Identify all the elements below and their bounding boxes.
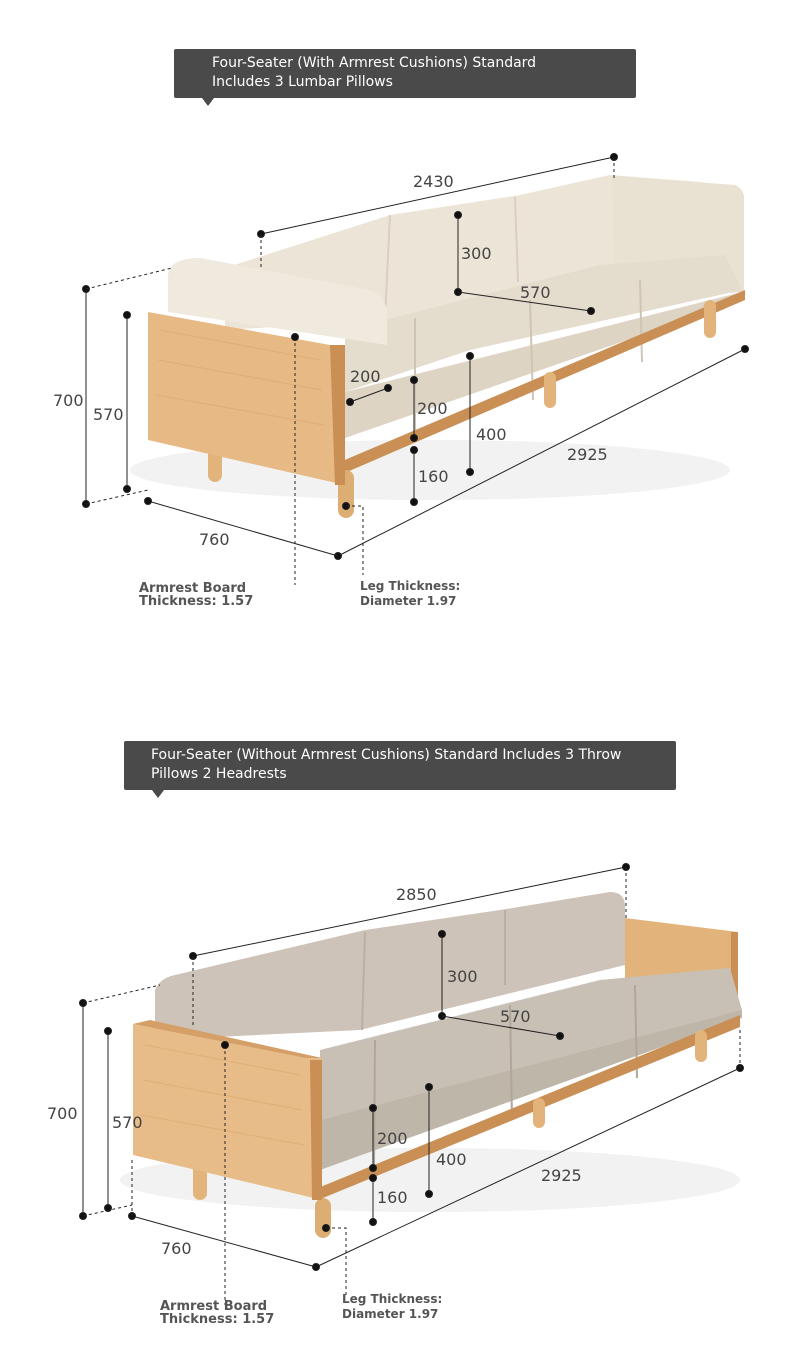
note-leg-2: Diameter 1.97 xyxy=(360,594,457,608)
dim-back-height: 300 xyxy=(447,967,478,986)
dim-total-height: 700 xyxy=(53,391,84,410)
dim-armrest-width: 200 xyxy=(350,367,381,386)
note-leg-1: Leg Thickness: xyxy=(360,579,461,593)
leg-middle xyxy=(544,372,556,408)
dim-total-depth: 760 xyxy=(161,1239,192,1258)
dim-seat-cushion: 200 xyxy=(377,1129,408,1148)
leg-back-right xyxy=(695,1030,707,1062)
dim-back-height: 300 xyxy=(461,244,492,263)
dim-seat-depth: 570 xyxy=(500,1007,531,1026)
dim-arm-height: 570 xyxy=(93,405,124,424)
banner-with-armrest-cushions xyxy=(174,49,636,98)
leg-back-right xyxy=(704,300,716,338)
note-armrest-board-2: Thickness: 1.57 xyxy=(139,594,254,609)
note-armrest-board-1: Armrest Board xyxy=(160,1299,268,1314)
note-armrest-board-1: Armrest Board xyxy=(139,581,247,596)
dim-seat-height: 400 xyxy=(476,425,507,444)
dim-total-depth: 760 xyxy=(199,530,230,549)
note-leg-2: Diameter 1.97 xyxy=(342,1307,439,1321)
leg-middle xyxy=(533,1098,545,1128)
dim-seat-cushion: 200 xyxy=(417,399,448,418)
dim-seat-depth: 570 xyxy=(520,283,551,302)
dim-total-length: 2925 xyxy=(567,445,608,464)
sofa-diagram-without-armrest-cushions xyxy=(0,840,790,1350)
dim-total-length: 2925 xyxy=(541,1166,582,1185)
note-armrest-board-2: Thickness: 1.57 xyxy=(160,1312,275,1327)
dim-back-length: 2430 xyxy=(413,172,454,191)
dim-total-height: 700 xyxy=(47,1104,78,1123)
dim-leg-height: 160 xyxy=(377,1188,408,1207)
leg-front-right xyxy=(315,1198,331,1238)
banner-line-1: Four-Seater (Without Armrest Cushions) Standard Includes 3 Throw xyxy=(151,747,622,763)
sofa-diagram-with-armrest-cushions xyxy=(0,140,790,620)
banner-line-2: Pillows 2 Headrests xyxy=(151,766,287,782)
banner-without-armrest-cushions xyxy=(124,741,676,790)
banner-line-2: Includes 3 Lumbar Pillows xyxy=(212,74,393,90)
dim-arm-height: 570 xyxy=(112,1113,143,1132)
note-leg-1: Leg Thickness: xyxy=(342,1292,443,1306)
dim-leg-height: 160 xyxy=(418,467,449,486)
dim-back-length: 2850 xyxy=(396,885,437,904)
banner-line-1: Four-Seater (With Armrest Cushions) Standard xyxy=(212,55,537,71)
dim-seat-height: 400 xyxy=(436,1150,467,1169)
